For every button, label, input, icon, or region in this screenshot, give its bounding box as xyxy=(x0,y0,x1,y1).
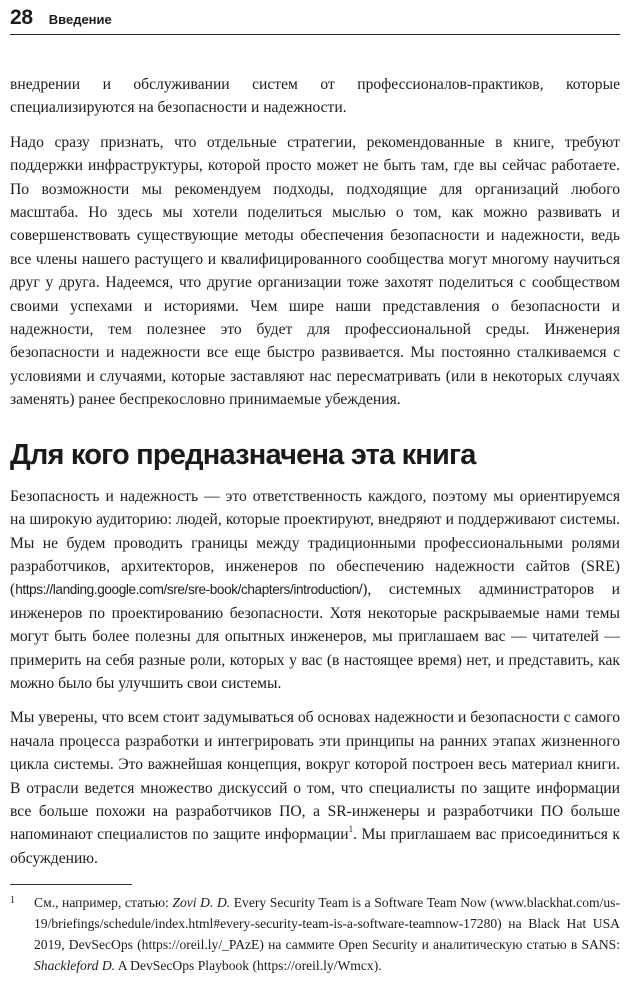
text-run: ), системных администраторов и инженеров по проектированию безопасности. Хотя некоторые раскрываемые нами темы могут быть более полезны для опытных инженеров, мы приглашаем вас — читателей — примерить на себя разные роли, которых у вас (в настоящее время) нет, и представить, как можно было бы улучшить свои системы. xyxy=(10,581,620,692)
text-run: Мы уверены, что всем стоит задумываться об основах надежности и безопасности с самого начала процесса разработки и интегрировать эти принципы на ранних этапах жизненного цикла системы. Это важнейшая концепция, вокруг которой построен весь материал книги. В отрасли ведется множество дискуссий о том, что специалисты по защите информации все больше похожи на разработчиков ПО, а SR-инженеры и разработчики ПО больше напоминают специалистов по защите информации xyxy=(10,709,620,844)
text-run: . Мы приглашаем вас присоединиться к обсуждению. xyxy=(10,826,621,867)
main-text xyxy=(10,73,620,870)
text-run: A DevSecOps Playbook ( xyxy=(115,957,258,973)
running-header xyxy=(10,6,620,35)
paragraph xyxy=(10,485,620,696)
paragraph xyxy=(10,131,620,412)
footnote-text xyxy=(34,893,620,976)
url-link[interactable]: https://oreil.ly/Wmcx xyxy=(257,957,374,973)
paragraph xyxy=(10,73,620,120)
text-run: ). xyxy=(373,957,382,973)
footnote-rule xyxy=(10,884,132,885)
footnote-reference[interactable]: 1 xyxy=(348,824,354,835)
page-number: 28 xyxy=(10,6,33,29)
url-link[interactable]: https://landing.google.com/sre/sre-book/chapters/introduction/ xyxy=(15,582,363,598)
paragraph xyxy=(10,706,620,870)
section-heading: Для кого предназначена эта книга xyxy=(10,438,476,471)
text-run: ) на Black Hat USA 2019, DevSecOps ( xyxy=(34,915,620,952)
intro-paragraphs xyxy=(10,73,620,412)
url-link[interactable]: https://oreil.ly/_PAzE xyxy=(141,936,260,952)
text-run: См., например, статью: xyxy=(34,895,173,911)
url-link[interactable]: www.blackhat.com/us-19/briefings/schedule/index.html#every-security-team-is-a-software-teamnow-17280 xyxy=(34,895,620,931)
author-name: Zovi D. D. xyxy=(172,895,231,911)
text-run: Безопасность и надежность — это ответственность каждого, поэтому мы ориентируемся на широкую аудиторию: людей, которые проектируют, внедряют и поддерживают системы. Мы не будем проводить границы между традиционными профессиональными ролями разработчиков, архитекторов, инженеров по обеспечению надежности сайтов (SRE) ( xyxy=(10,487,620,599)
text-run: ) на саммите Open Security и аналитическую статью в SANS: xyxy=(259,936,620,952)
author-name: Shackleford D. xyxy=(34,957,116,973)
footnote-mark: 1 xyxy=(10,895,15,907)
chapter-title: Введение xyxy=(48,12,112,27)
section-paragraphs xyxy=(10,485,620,871)
text-run: Надо сразу признать, что отдельные стратегии, рекомендованные в книге, требуют поддержки инфраструктуры, которой просто может не быть там, где вы сейчас работаете. По возможности мы рекомендуем подходы, подходящие для организаций любого масштаба. Но здесь мы хотели поделиться мыслью о том, как можно развивать и совершенствовать существующие методы обеспечения безопасности и надежности, ведь все члены нашего растущего и квалифицированного сообщества могут многому научиться друг у друга. Надеемся, что другие организации тоже захотят поделиться с сообществом своими успехами и историями. Чем шире наши представления о безопасности и надежности, тем полезнее это будет для профессиональной среды. Инженерия безопасности и надежности все еще быстро развивается. Мы постоянно сталкиваемся с условиями и случаями, которые заставляют нас пересматривать (или в некоторых случаях заменять) ранее беспрекословно принимаемые убеждения. xyxy=(10,133,620,409)
footnote xyxy=(10,893,620,976)
text-run: внедрении и обслуживании систем от профессионалов-практиков, которые специализируются на безопасности и надежности. xyxy=(10,76,620,117)
text-run: Every Security Team is a Software Team Now ( xyxy=(230,895,495,911)
